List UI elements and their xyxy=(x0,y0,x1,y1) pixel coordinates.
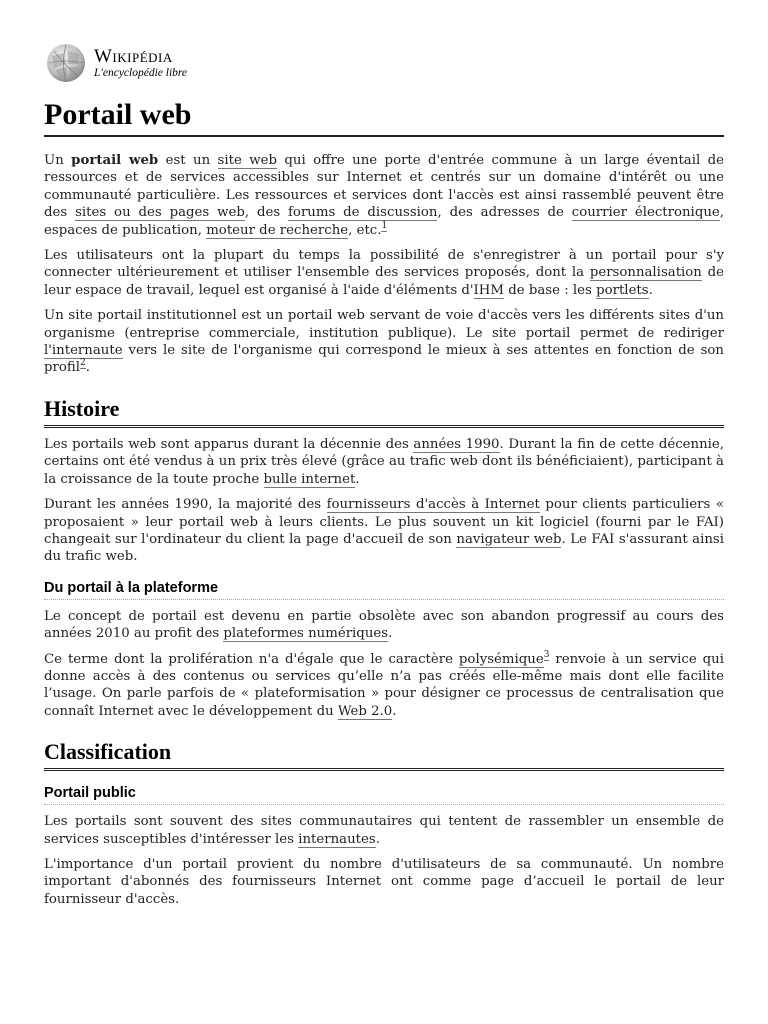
link-fai[interactable]: fournisseurs d'accès à Internet xyxy=(326,497,540,513)
link-personnalisation[interactable]: personnalisation xyxy=(589,265,702,281)
link-site-web[interactable]: site web xyxy=(217,153,277,168)
portail-public-paragraph-2: L'importance d'un portail provient du nombre d'utilisateurs de sa communauté. Un nombre important d'abonnés des fournisseurs Internet ont comme page d’accueil le portail de leur fournisseur d'accès. xyxy=(44,856,724,907)
link-internaute[interactable]: l'internaute xyxy=(44,343,123,359)
bold-term: portail web xyxy=(71,153,159,168)
reference-1[interactable]: 1 xyxy=(381,220,388,231)
site-header xyxy=(44,42,724,84)
intro-paragraph-2: Les utilisateurs ont la plupart du temps la possibilité de s'enregistrer à un portail pour s'y connecter ultérieurement et utiliser l'ensemble des services proposés, dont la personnalisation de leur espace de travail, lequel est organisé à l'aide d'éléments d'IHM de base : les portlets. xyxy=(44,248,724,298)
article-page xyxy=(44,0,724,908)
link-forums[interactable]: forums de discussion xyxy=(288,205,438,221)
portail-public-paragraph-1: Les portails sont souvent des sites communautaires qui tentent de rassembler un ensemble de services susceptibles d'intéresser les internautes. xyxy=(44,814,724,847)
link-internautes[interactable]: internautes xyxy=(298,831,376,847)
plateforme-paragraph-1: Le concept de portail est devenu en partie obsolète avec son abandon progressif au cours des années 2010 au profit des plateformes numériques. xyxy=(44,608,724,642)
intro-paragraph-3: Un site portail institutionnel est un portail web servant de voie d'accès vers les différents sites d'un organisme (entreprise commerciale, institution publique). Le site portail permet de rediriger l'internaute vers le site de l'organisme qui correspond le mieux à ses attentes en fonction de son profil$^2$. xyxy=(44,308,724,376)
link-courrier[interactable]: courrier électronique xyxy=(571,205,720,221)
link-ihm[interactable]: IHM xyxy=(473,282,505,298)
puzzle-globe-icon[interactable] xyxy=(44,42,90,84)
subsection-heading-portail-public: Portail public xyxy=(44,783,724,805)
link-polysemique[interactable]: polysémique xyxy=(458,651,544,667)
link-moteur-recherche[interactable]: moteur de recherche xyxy=(206,222,349,238)
histoire-paragraph-2: Durant les années 1990, la majorité des fournisseurs d'accès à Internet pour clients particuliers « proposaient » leur portail web à leurs clients. Le plus souvent un kit logiciel (fourni par le FAI) changeait sur l'ordinateur du client la page d'accueil de son navigateur web. Le FAI s'assurant ainsi du trafic web. xyxy=(44,497,724,565)
link-web-2-0[interactable]: Web 2.0 xyxy=(337,703,393,719)
wordmark[interactable] xyxy=(94,47,187,80)
subsection-heading-plateforme: Du portail à la plateforme xyxy=(44,578,724,600)
site-tagline: L'encyclopédie libre xyxy=(94,66,188,79)
link-navigateur-web[interactable]: navigateur web xyxy=(456,531,562,547)
link-annees-1990[interactable]: années 1990 xyxy=(413,436,500,452)
histoire-paragraph-1: Les portails web sont apparus durant la décennie des années 1990. Durant la fin de cette décennie, certains ont été vendus à un prix très élevé (grâce au trafic web dont ils bénéficiaient), participant à la croissance de la toute proche bulle internet. xyxy=(44,436,724,487)
page-title: Portail web xyxy=(44,98,724,137)
reference-3[interactable]: 3 xyxy=(543,649,550,660)
site-name: Wikipédia xyxy=(94,45,173,67)
plateforme-paragraph-2: Ce terme dont la prolifération n'a d'égale que le caractère polysémique$^3$ renvoie à un service qui donne accès à des contenus ou services qu’elle n’a pas créés elle-même mais dont elle facilite l’usage. On parle parfois de « plateformisation » pour désigner ce processus de centralisation que connaît Internet avec le développement du Web 2.0. xyxy=(44,649,725,719)
link-bulle-internet[interactable]: bulle internet xyxy=(263,471,356,487)
reference-2[interactable]: 2 xyxy=(80,358,86,369)
link-sites-pages-web[interactable]: sites ou des pages web xyxy=(75,205,245,221)
intro-paragraph-1: Un portail web est un site web qui offre une porte d'entrée commune à un large éventail de ressources et de services accessibles sur Internet et centrés sur un domaine d'intérêt ou une communauté particulière. Les ressources et services dont l'accès est ainsi rassemblé peuvent être des sites ou des pages web, des forums de discussion, des adresses de courrier électronique, espaces de publication, moteur de recherche, etc.$^1$ xyxy=(44,153,725,238)
section-heading-histoire: Histoire xyxy=(44,395,724,428)
link-plateformes-numeriques[interactable]: plateformes numériques xyxy=(223,626,389,642)
link-portlets[interactable]: portlets xyxy=(596,282,649,298)
section-heading-classification: Classification xyxy=(44,738,724,771)
